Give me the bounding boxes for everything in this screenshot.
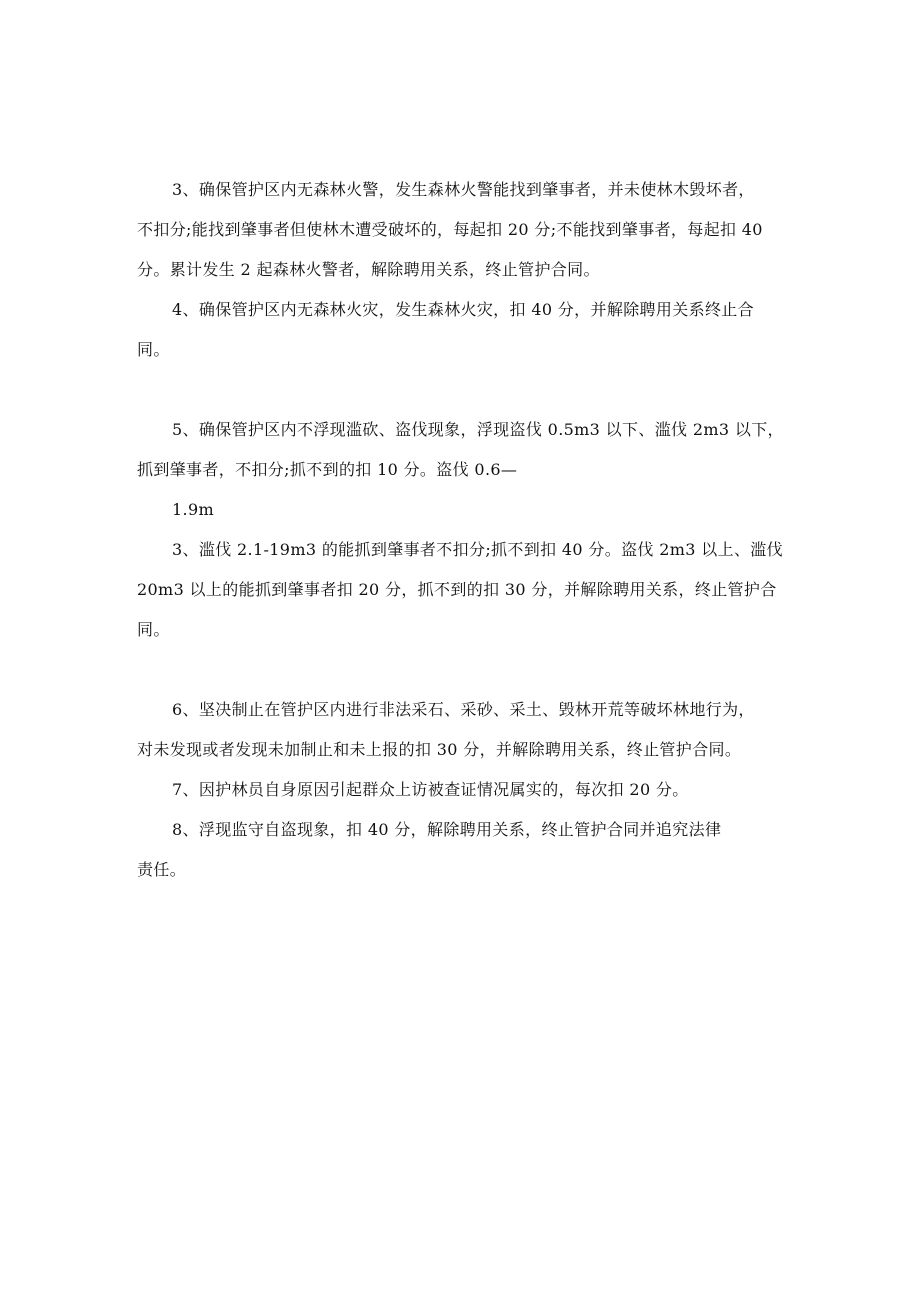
item-8-line-1: 8、浮现监守自盗现象，扣 40 分，解除聘用关系，终止管护合同并追究法律 (172, 820, 722, 839)
item-4-line-2: 同。 (137, 340, 170, 359)
item-5-line-6: 同。 (137, 620, 170, 639)
item-6-line-1: 6、坚决制止在管护区内进行非法采石、采砂、采土、毁林开荒等破坏林地行为， (172, 700, 755, 719)
item-6-line-2: 对未发现或者发现未加制止和未上报的扣 30 分，并解除聘用关系，终止管护合同。 (137, 740, 742, 759)
item-5-line-4: 3、滥伐 2.1-19m3 的能抓到肇事者不扣分;抓不到扣 40 分。盗伐 2m3 以上、滥伐 (172, 540, 783, 559)
item-3-line-2: 不扣分;能找到肇事者但使林木遭受破坏的，每起扣 20 分;不能找到肇事者，每起扣 40 (137, 220, 763, 239)
item-8-line-2: 责任。 (137, 860, 187, 879)
item-4-line-1: 4、确保管护区内无森林火灾，发生森林火灾，扣 40 分，并解除聘用关系终止合 (172, 300, 755, 319)
item-5-line-5: 20m3 以上的能抓到肇事者扣 20 分，抓不到的扣 30 分，并解除聘用关系，终止管护合 (137, 580, 777, 599)
item-5-line-2: 抓到肇事者，不扣分;抓不到的扣 10 分。盗伐 0.6— (137, 460, 518, 479)
item-5-line-3: 1.9m (172, 500, 215, 519)
item-3-line-1: 3、确保管护区内无森林火警，发生森林火警能找到肇事者，并未使林木毁坏者， (172, 180, 755, 199)
item-5-line-1: 5、确保管护区内不浮现滥砍、盗伐现象，浮现盗伐 0.5m3 以下、滥伐 2m3 以下， (172, 420, 784, 439)
item-7-line-1: 7、因护林员自身原因引起群众上访被查证情况属实的，每次扣 20 分。 (172, 780, 689, 799)
item-3-line-3: 分。累计发生 2 起森林火警者，解除聘用关系，终止管护合同。 (137, 260, 600, 279)
